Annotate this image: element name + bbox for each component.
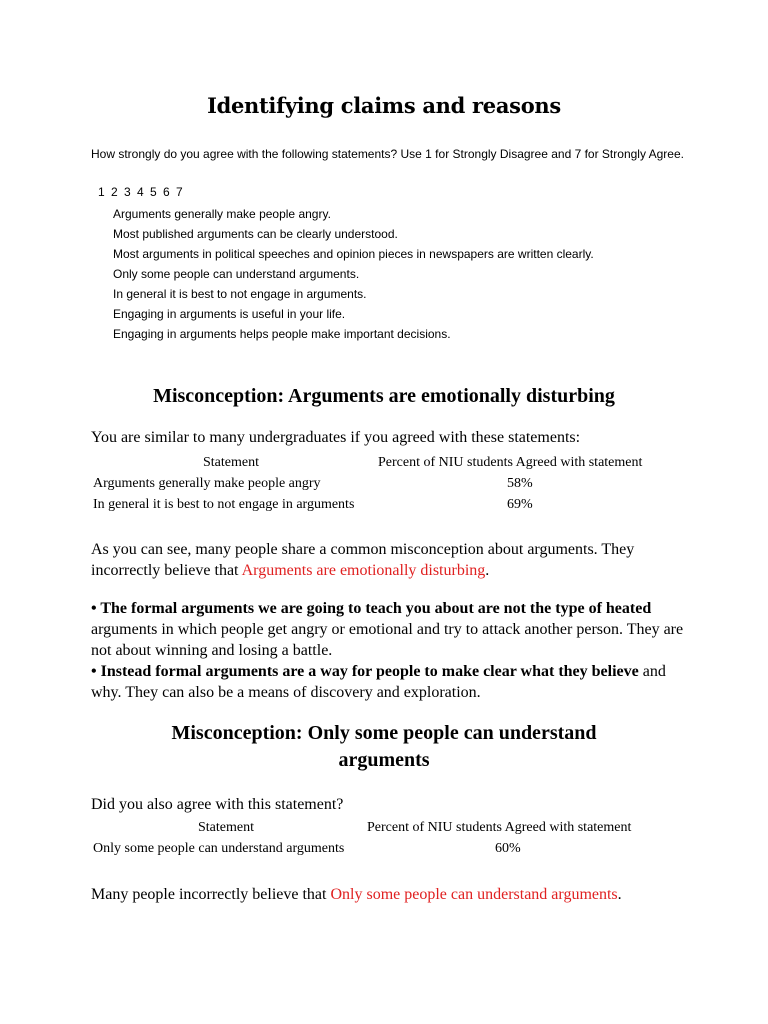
section-heading: Misconception: Arguments are emotionally disturbing [153, 385, 615, 407]
table-header-cell: Statement [203, 455, 259, 470]
list-item: Only some people can understand arguments. [113, 267, 360, 281]
list-item: Engaging in arguments helps people make important decisions. [113, 327, 451, 341]
survey-statement-list [113, 204, 594, 344]
table-cell: Only some people can understand arguments [93, 841, 345, 856]
paragraph-text: arguments in which people get angry or emotional and try to attack another person. They are not about winning and losing a battle. [91, 621, 684, 659]
table-cell: 58% [507, 476, 533, 491]
bullet-paragraph [91, 661, 691, 703]
section-intro: You are similar to many undergraduates if you agreed with these statements: [91, 429, 581, 446]
survey-instructions: How strongly do you agree with the following statements? Use 1 for Strongly Disagree and 7 for Strongly Agree. [91, 147, 684, 161]
table-header-cell: Percent of NIU students Agreed with statement [378, 455, 643, 470]
list-item: Arguments generally make people angry. [113, 207, 331, 221]
paragraph-text: . [617, 886, 622, 903]
misconception-paragraph [91, 539, 691, 581]
rating-scale: 1 2 3 4 5 6 7 [98, 185, 185, 199]
bullet-bold-text: • The formal arguments we are going to teach you about are not the type of heated [91, 600, 652, 617]
table-cell: In general it is best to not engage in arguments [93, 497, 355, 512]
paragraph-text: As you can see, many people share a common misconception about arguments. They incorrectly believe that [91, 541, 635, 579]
table-cell: 69% [507, 497, 533, 512]
highlighted-misconception: Arguments are emotionally disturbing [241, 562, 486, 579]
table-header-cell: Statement [198, 820, 254, 835]
misconception-paragraph [91, 884, 691, 905]
page-title: Identifying claims and reasons [207, 93, 561, 118]
bullet-bold-text: • Instead formal arguments are a way for people to make clear what they believe [91, 663, 639, 680]
paragraph-text: Many people incorrectly believe that [91, 886, 331, 903]
table-header-cell: Percent of NIU students Agreed with statement [367, 820, 632, 835]
table-cell: 60% [495, 841, 521, 856]
list-item: Most arguments in political speeches and opinion pieces in newspapers are written clearly. [113, 247, 594, 261]
section-intro: Did you also agree with this statement? [91, 796, 344, 813]
table-cell: Arguments generally make people angry [93, 476, 321, 491]
section-heading: Misconception: Only some people can understand arguments [171, 722, 597, 771]
list-item: Engaging in arguments is useful in your life. [113, 307, 346, 321]
bullet-paragraph [91, 598, 691, 661]
paragraph-text: . [485, 562, 490, 579]
paragraph-text: and why. They can also be a means of discovery and exploration. [91, 663, 666, 701]
list-item: Most published arguments can be clearly understood. [113, 227, 398, 241]
list-item: In general it is best to not engage in arguments. [113, 287, 367, 301]
highlighted-misconception: Only some people can understand arguments [330, 886, 618, 903]
